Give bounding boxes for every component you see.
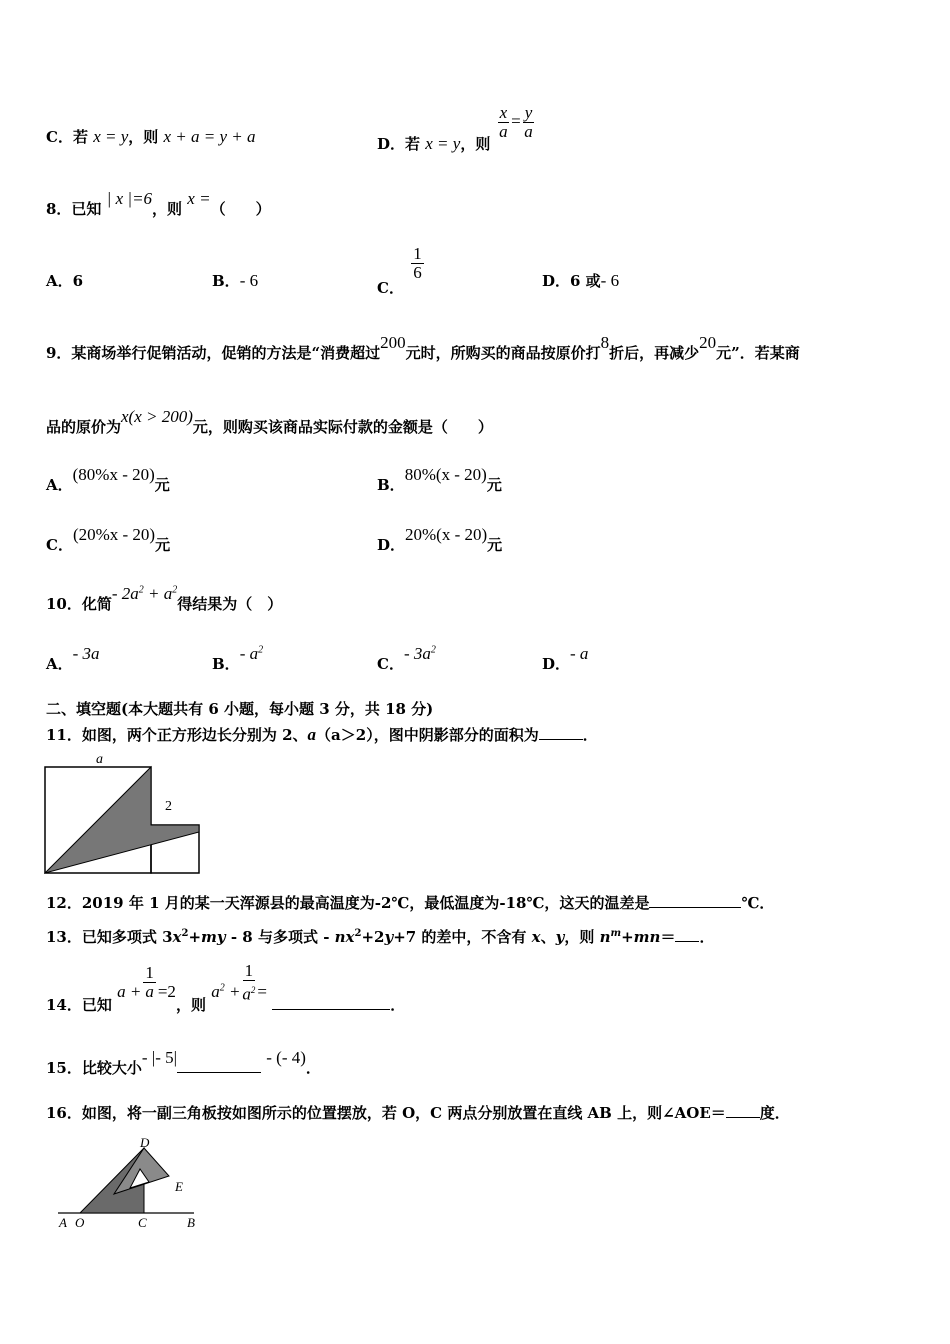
q7-d-frac-right	[523, 104, 535, 141]
q16-figure	[54, 1136, 204, 1232]
q13-sq2: 2	[354, 928, 362, 939]
q7-d-then: ，则	[460, 134, 491, 153]
q14-den2: a	[242, 984, 251, 1004]
q8-option-a: A．6	[46, 272, 84, 290]
q11-answer-blank[interactable]	[539, 725, 583, 740]
q10-option-d	[542, 644, 589, 674]
q10-a-val: - 3a	[72, 644, 100, 663]
q9-n20: 20	[699, 333, 717, 352]
q8-b-val: - 6	[239, 271, 259, 290]
q10-c-val-wrap	[404, 644, 436, 663]
q11-fig-label-2: 2	[165, 799, 172, 814]
q13-t12: y	[555, 928, 565, 946]
q15-answer-blank[interactable]	[177, 1058, 261, 1073]
q13-t14: n	[599, 928, 611, 946]
q11-stem	[46, 724, 598, 745]
q14-mid: ，则	[175, 995, 206, 1014]
q9-c-unit: 元	[155, 536, 171, 554]
q8-d-val: - 6	[600, 271, 620, 290]
q14-stem	[46, 961, 406, 1014]
q10-option-b	[212, 644, 264, 674]
q9-p3: 折后，再减少	[609, 344, 700, 362]
q8-c-den: 6	[413, 263, 422, 282]
q8-c-frac	[411, 245, 424, 282]
q10-expr-b: + a	[143, 584, 173, 603]
q9-option-a	[46, 465, 170, 495]
q15-right: - (- 4)	[266, 1048, 306, 1067]
q7-d-label: D．若	[377, 134, 421, 153]
q12-answer-blank[interactable]	[649, 893, 741, 908]
q13-t2: x	[172, 928, 182, 946]
q14-end: ．	[390, 995, 406, 1014]
q10-d-label: D．	[542, 655, 571, 673]
q9-line2-prefix: 品的原价为	[46, 418, 122, 436]
q8-c-label: C．	[377, 278, 404, 297]
q10-option-a	[46, 644, 100, 674]
q9-p1: 9．某商场举行促销活动，促销的方法是“消费超过	[46, 344, 381, 362]
q9-d-unit: 元	[487, 536, 503, 554]
q9-c-expr: (20%x - 20)	[72, 525, 156, 544]
q8-d-label: D．6 或	[542, 272, 601, 290]
q9-d-expr: 20%(x - 20)	[405, 525, 488, 544]
q10-expr	[112, 584, 177, 603]
q9-stem-line2	[46, 407, 493, 437]
q13-t15: +	[621, 928, 634, 946]
q12-stem	[46, 892, 774, 913]
q14-num1: 1	[145, 963, 154, 983]
q9-c-label: C．	[46, 536, 73, 554]
q10-option-c	[377, 644, 436, 674]
q14-frac1	[143, 964, 156, 1001]
q16-label-o: O	[75, 1215, 85, 1230]
q16-answer-blank[interactable]	[726, 1103, 760, 1118]
q10-prefix: 10．化简	[46, 595, 112, 613]
q11-shaded-region	[45, 767, 199, 873]
q7-d-den-right: a	[524, 122, 533, 141]
q9-d-label: D．	[377, 536, 406, 554]
q7-option-c	[46, 126, 256, 147]
q14-frac2	[242, 962, 255, 1004]
q13-t17: ＝	[660, 928, 676, 946]
q13-t14b: m	[610, 928, 622, 939]
q11-cond: （a＞2）	[316, 726, 374, 744]
q7-c-label: C．若	[46, 128, 88, 146]
q13-t3: +	[188, 928, 202, 946]
q15-prefix: 15．比较大小	[46, 1059, 142, 1077]
q13-end: ．	[699, 928, 715, 946]
q10-expr-a: - 2a	[111, 584, 139, 603]
q16-stem	[46, 1102, 790, 1123]
q16-unit: 度．	[759, 1104, 790, 1122]
q8-expr: x =	[187, 189, 211, 208]
q8-cond: | x |=6	[106, 189, 153, 208]
q9-stem-line1	[46, 333, 800, 363]
q9-option-c	[46, 525, 171, 555]
q7-d-num-right: y	[524, 103, 533, 122]
q9-n200: 200	[380, 333, 406, 352]
q9-b-unit: 元	[486, 476, 502, 494]
q9-p4: 元”．若某商	[716, 344, 800, 362]
q16-label-d: D	[140, 1136, 150, 1150]
q7-c-expr: x + a = y + a	[163, 127, 256, 146]
q8-option-d	[542, 270, 619, 291]
q11-fig-label-a: a	[96, 752, 103, 767]
q14-den2-wrap	[242, 981, 255, 1004]
q8-mid: ，则	[152, 200, 183, 218]
q11-text: 11．如图，两个正方形边长分别为 2、	[46, 726, 308, 744]
q13-t7: +2	[361, 928, 385, 946]
q8-c-num: 1	[413, 244, 422, 263]
q13-t11: 、	[540, 928, 556, 946]
q14-den2-sq: 2	[250, 985, 256, 995]
q9-option-b	[377, 465, 502, 495]
q10-a-label: A．	[46, 655, 73, 673]
q16-label-a: A	[59, 1215, 67, 1230]
q15-end: ．	[305, 1059, 321, 1077]
q14-eq2: =	[257, 981, 268, 1001]
q16-label-b: B	[187, 1215, 195, 1230]
q8-tail: （ ）	[210, 200, 271, 218]
q10-b-sq: 2	[258, 644, 264, 656]
q16-text: 16．如图，将一副三角板按如图所示的位置摆放，若 O，C 两点分别放置在直线 AB 上，则∠AOE＝	[46, 1104, 726, 1122]
q14-plus: +	[224, 981, 241, 1001]
q13-t6: nx	[334, 928, 355, 946]
q10-c-val: - 3a	[403, 644, 431, 663]
q14-prefix: 14．已知	[46, 995, 112, 1014]
q7-c-cond: x = y	[93, 127, 129, 146]
q9-a-unit: 元	[154, 476, 170, 494]
q9-n8: 8	[600, 333, 610, 352]
q14-sq: 2	[219, 982, 225, 994]
q13-t1: 13．已知多项式 3	[46, 928, 173, 946]
q16-label-e: E	[175, 1179, 183, 1194]
q10-c-sq: 2	[430, 644, 436, 656]
q9-option-d	[377, 525, 503, 555]
q11-a: a	[307, 725, 317, 744]
q9-a-label: A．	[46, 476, 73, 494]
q8-option-b	[212, 270, 258, 291]
q16-label-c: C	[138, 1215, 147, 1230]
q10-sq-b: 2	[172, 584, 178, 596]
q10-c-label: C．	[377, 655, 404, 673]
q10-b-val: - a	[239, 644, 259, 663]
q9-b-label: B．	[377, 476, 405, 494]
q7-d-cond: x = y	[425, 133, 461, 153]
q10-stem	[46, 584, 283, 614]
q13-t4: my	[201, 928, 226, 946]
q13-t16: mn	[633, 928, 661, 946]
q12-text: 12．2019 年 1 月的某一天浑源县的最高温度为-2℃，最低温度为-18℃，这天的温差是	[46, 894, 650, 912]
q7-option-d	[377, 103, 536, 153]
q8-b-label: B．	[212, 272, 240, 290]
q9-b-expr: 80%(x - 20)	[404, 465, 487, 484]
q9-line2-suffix: 元，则购买该商品实际付款的金额是（ ）	[192, 418, 493, 436]
q8-option-c	[377, 244, 426, 297]
q14-den1: a	[145, 982, 154, 1002]
q7-d-num-left: x	[499, 103, 508, 122]
q15-stem	[46, 1048, 321, 1078]
q14-eq1: =2	[157, 981, 176, 1001]
q10-sq-a: 2	[138, 584, 144, 596]
q13-t13: ，则	[564, 928, 600, 946]
q13-answer-blank[interactable]	[675, 927, 699, 942]
q9-line2-expr: x(x > 200)	[121, 407, 193, 426]
q8-prefix: 8．已知	[46, 200, 102, 218]
q13-t9: +7 的差中，不含有	[393, 928, 532, 946]
q13-t8: y	[384, 928, 394, 946]
section-heading: 二、填空题(本大题共有 6 小题，每小题 3 分，共 18 分)	[46, 700, 434, 718]
q8-stem	[46, 189, 271, 219]
q14-a1: a +	[117, 981, 142, 1001]
q13-stem	[46, 926, 714, 947]
q14-a2: a	[211, 981, 220, 1001]
q11-end: ．	[582, 726, 598, 744]
q7-c-then: ，则	[128, 128, 159, 146]
q7-d-eq: =	[511, 111, 521, 131]
q10-b-val-wrap	[240, 644, 263, 663]
q13-sq1: 2	[181, 928, 189, 939]
q13-t10: x	[531, 928, 541, 946]
q10-suffix: 得结果为（ ）	[177, 595, 283, 613]
q14-a2-wrap	[211, 982, 240, 1001]
q7-d-den-left: a	[499, 122, 508, 141]
q11-figure	[44, 752, 206, 876]
q15-left: - |- 5|	[141, 1048, 178, 1067]
q9-a-expr: (80%x - 20)	[72, 465, 155, 484]
q11-tail: ，图中阴影部分的面积为	[373, 726, 539, 744]
q14-answer-blank[interactable]	[272, 995, 390, 1010]
q10-d-val: - a	[570, 644, 589, 663]
q14-num2: 1	[244, 961, 254, 980]
q13-t5: - 8 与多项式 -	[225, 928, 335, 946]
q7-d-frac-left	[498, 104, 510, 141]
q12-unit: ℃．	[741, 894, 775, 912]
q10-b-label: B．	[212, 655, 240, 673]
q9-p2: 元时，所购买的商品按原价打	[405, 344, 601, 362]
